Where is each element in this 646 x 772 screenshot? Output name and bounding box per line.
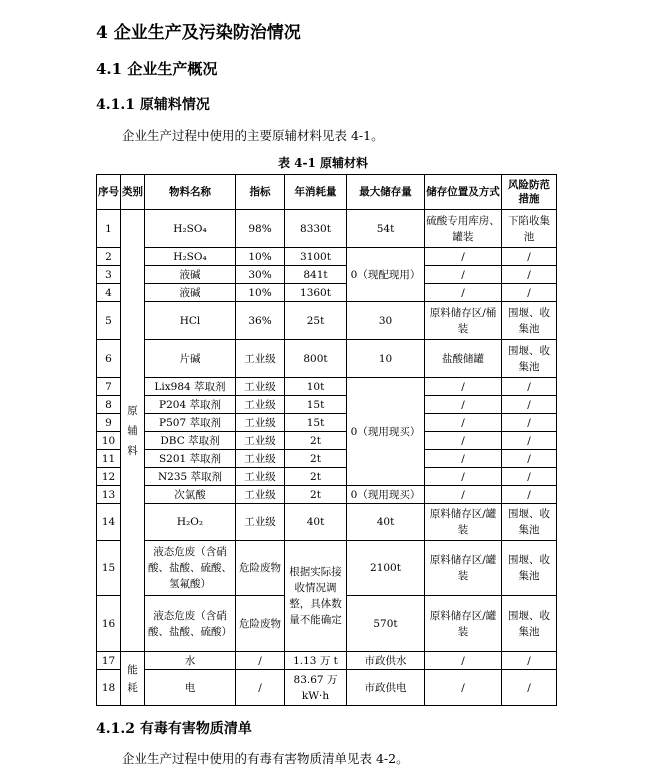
max-storage: 0（现用现买）: [347, 378, 425, 486]
risk-measure: /: [502, 486, 557, 504]
storage-location: /: [425, 248, 502, 266]
annual-consumption: 根据实际接收情况调整，具体数量不能确定: [285, 541, 347, 652]
outro-paragraph: 企业生产过程中使用的有毒有害物质清单见表 4-2。: [122, 751, 409, 766]
risk-measure: /: [502, 468, 557, 486]
annual-consumption: 800t: [285, 340, 347, 378]
storage-location: /: [425, 284, 502, 302]
category-cell: 原辅料: [121, 210, 145, 652]
header-cell: 年消耗量: [285, 175, 347, 210]
max-storage: 市政供水: [347, 652, 425, 670]
material-name: 水: [145, 652, 236, 670]
material-name: 液碱: [145, 266, 236, 284]
row-number: 13: [97, 486, 121, 504]
table-row: [97, 432, 557, 450]
spec: 工业级: [236, 414, 285, 432]
material-name: 电: [145, 670, 236, 706]
annual-consumption: 3100t: [285, 248, 347, 266]
table-row: [97, 210, 557, 248]
risk-measure: 围堰、收集池: [502, 302, 557, 340]
spec: 危险废物: [236, 541, 285, 596]
annual-consumption: 40t: [285, 504, 347, 541]
spec: 工业级: [236, 504, 285, 541]
max-storage: 54t: [347, 210, 425, 248]
risk-measure: /: [502, 414, 557, 432]
storage-location: /: [425, 670, 502, 706]
annual-consumption: 2t: [285, 432, 347, 450]
risk-measure: /: [502, 396, 557, 414]
max-storage: 2100t: [347, 541, 425, 596]
storage-location: 硫酸专用库房、罐装: [425, 210, 502, 248]
material-name: P507 萃取剂: [145, 414, 236, 432]
risk-measure: /: [502, 248, 557, 266]
material-name: S201 萃取剂: [145, 450, 236, 468]
table-header-row: [97, 175, 557, 210]
spec: 工业级: [236, 396, 285, 414]
table-row: [97, 396, 557, 414]
material-name: H₂SO₄: [145, 248, 236, 266]
intro-paragraph: 企业生产过程中使用的主要原辅材料见表 4-1。: [122, 128, 384, 143]
max-storage: 0（现用现买）: [347, 486, 425, 504]
risk-measure: /: [502, 284, 557, 302]
row-number: 17: [97, 652, 121, 670]
row-number: 12: [97, 468, 121, 486]
row-number: 11: [97, 450, 121, 468]
spec: 工业级: [236, 432, 285, 450]
table-row: [97, 266, 557, 284]
section-heading: 4 企业生产及污染防治情况: [96, 23, 301, 43]
annual-consumption: 841t: [285, 266, 347, 284]
header-cell: 类别: [121, 175, 145, 210]
subsection-heading: 4.1 企业生产概况: [96, 60, 218, 78]
storage-location: /: [425, 432, 502, 450]
risk-measure: /: [502, 266, 557, 284]
spec: 98%: [236, 210, 285, 248]
table-row: [97, 504, 557, 541]
row-number: 2: [97, 248, 121, 266]
spec: 36%: [236, 302, 285, 340]
storage-location: /: [425, 450, 502, 468]
row-number: 16: [97, 596, 121, 652]
header-cell: 风险防范措施: [502, 175, 557, 210]
storage-location: /: [425, 378, 502, 396]
spec: 工业级: [236, 340, 285, 378]
risk-measure: 围堰、收集池: [502, 340, 557, 378]
max-storage: 0（现配现用）: [347, 248, 425, 302]
storage-location: /: [425, 486, 502, 504]
row-number: 9: [97, 414, 121, 432]
annual-consumption: 2t: [285, 486, 347, 504]
table-row: [97, 670, 557, 706]
table-row: [97, 468, 557, 486]
material-name: DBC 萃取剂: [145, 432, 236, 450]
annual-consumption: 2t: [285, 450, 347, 468]
storage-location: 盐酸储罐: [425, 340, 502, 378]
material-name: 片碱: [145, 340, 236, 378]
spec: 工业级: [236, 468, 285, 486]
material-name: 液态危废（含硝酸、盐酸、硫酸）: [145, 596, 236, 652]
table-row: [97, 340, 557, 378]
spec: 10%: [236, 284, 285, 302]
spec: /: [236, 652, 285, 670]
storage-location: 原料储存区/罐装: [425, 504, 502, 541]
table-row: [97, 486, 557, 504]
material-name: HCl: [145, 302, 236, 340]
material-name: N235 萃取剂: [145, 468, 236, 486]
risk-measure: /: [502, 652, 557, 670]
risk-measure: /: [502, 670, 557, 706]
material-name: 液态危废（含硝酸、盐酸、硫酸、氢氟酸）: [145, 541, 236, 596]
raw-materials-table: [96, 174, 557, 706]
header-cell: 物料名称: [145, 175, 236, 210]
row-number: 1: [97, 210, 121, 248]
annual-consumption: 83.67 万 kW·h: [285, 670, 347, 706]
annual-consumption: 15t: [285, 396, 347, 414]
max-storage: 10: [347, 340, 425, 378]
table-row: [97, 302, 557, 340]
risk-measure: 围堰、收集池: [502, 504, 557, 541]
row-number: 8: [97, 396, 121, 414]
table-caption: 表 4-1 原辅材料: [277, 156, 369, 170]
material-name: H₂O₂: [145, 504, 236, 541]
row-number: 10: [97, 432, 121, 450]
storage-location: 原料储存区/桶装: [425, 302, 502, 340]
storage-location: /: [425, 468, 502, 486]
material-name: P204 萃取剂: [145, 396, 236, 414]
row-number: 6: [97, 340, 121, 378]
storage-location: /: [425, 414, 502, 432]
max-storage: 570t: [347, 596, 425, 652]
table-row: [97, 414, 557, 432]
row-number: 3: [97, 266, 121, 284]
spec: /: [236, 670, 285, 706]
annual-consumption: 15t: [285, 414, 347, 432]
material-name: H₂SO₄: [145, 210, 236, 248]
risk-measure: 下陷收集池: [502, 210, 557, 248]
annual-consumption: 8330t: [285, 210, 347, 248]
max-storage: 市政供电: [347, 670, 425, 706]
table-row: [97, 652, 557, 670]
header-cell: 最大储存量: [347, 175, 425, 210]
subsubsection-heading-raw-materials: 4.1.1 原辅料情况: [96, 97, 210, 113]
storage-location: 原料储存区/罐装: [425, 596, 502, 652]
row-number: 7: [97, 378, 121, 396]
spec: 危险废物: [236, 596, 285, 652]
header-cell: 储存位置及方式: [425, 175, 502, 210]
header-cell: 序号: [97, 175, 121, 210]
material-name: 液碱: [145, 284, 236, 302]
category-cell: 能耗: [121, 652, 145, 706]
subsubsection-heading-toxic-substances: 4.1.2 有毒有害物质清单: [96, 721, 252, 737]
material-name: Lix984 萃取剂: [145, 378, 236, 396]
max-storage: 30: [347, 302, 425, 340]
risk-measure: /: [502, 432, 557, 450]
spec: 工业级: [236, 450, 285, 468]
spec: 10%: [236, 248, 285, 266]
storage-location: /: [425, 396, 502, 414]
risk-measure: /: [502, 378, 557, 396]
max-storage: 40t: [347, 504, 425, 541]
header-cell: 指标: [236, 175, 285, 210]
row-number: 18: [97, 670, 121, 706]
row-number: 15: [97, 541, 121, 596]
annual-consumption: 25t: [285, 302, 347, 340]
annual-consumption: 1.13 万 t: [285, 652, 347, 670]
storage-location: 原料储存区/罐装: [425, 541, 502, 596]
spec: 工业级: [236, 378, 285, 396]
storage-location: /: [425, 266, 502, 284]
table-row: [97, 541, 557, 596]
table-row: [97, 450, 557, 468]
spec: 工业级: [236, 486, 285, 504]
risk-measure: 围堰、收集池: [502, 596, 557, 652]
table-row: [97, 378, 557, 396]
annual-consumption: 2t: [285, 468, 347, 486]
row-number: 5: [97, 302, 121, 340]
storage-location: /: [425, 652, 502, 670]
annual-consumption: 10t: [285, 378, 347, 396]
table-row: [97, 248, 557, 266]
risk-measure: /: [502, 450, 557, 468]
spec: 30%: [236, 266, 285, 284]
annual-consumption: 1360t: [285, 284, 347, 302]
row-number: 4: [97, 284, 121, 302]
table-row: [97, 284, 557, 302]
material-name: 次氯酸: [145, 486, 236, 504]
risk-measure: 围堰、收集池: [502, 541, 557, 596]
row-number: 14: [97, 504, 121, 541]
